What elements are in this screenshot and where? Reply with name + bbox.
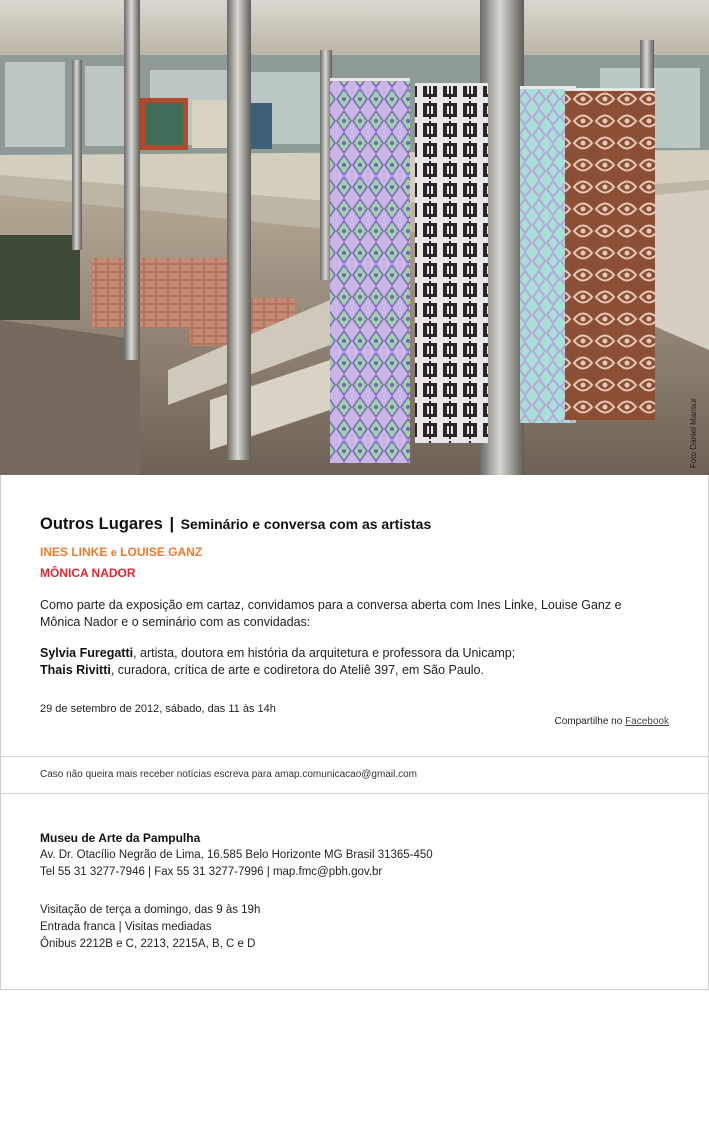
- artist-name-louise: LOUISE GANZ: [120, 545, 203, 559]
- artist-name-ines: INES LINKE: [40, 545, 108, 559]
- guest-2-description: , curadora, crítica de arte e codiretora do Ateliê 397, em São Paulo.: [110, 663, 484, 677]
- event-intro: Como parte da exposição em cartaz, convidamos para a conversa aberta com Ines Linke, Louise Ganz e Mônica Nador e o seminário com as convidadas:: [40, 598, 622, 629]
- share-row: [554, 716, 669, 727]
- event-date: 29 de setembro de 2012, sábado, das 11 às 14h: [40, 703, 276, 715]
- guests-paragraph: [40, 645, 680, 679]
- museum-name: Museu de Arte da Pampulha: [40, 831, 201, 845]
- photo-credit: Foto Daniel Mansur: [689, 398, 698, 468]
- artists-conjunction: e: [110, 547, 117, 559]
- facebook-share-link[interactable]: Facebook: [625, 716, 669, 727]
- bus-info: Ônibus 2212B e C, 2213, 2215A, B, C e D: [40, 938, 256, 950]
- share-label: Compartilhe no: [554, 716, 623, 727]
- exhibition-photo-illustration: [0, 0, 709, 475]
- museum-address: Av. Dr. Otacílio Negrão de Lima, 16.585 Belo Horizonte MG Brasil 31365-450: [40, 849, 433, 861]
- event-title: Outros Lugares: [40, 515, 163, 533]
- unsubscribe-section: [0, 756, 709, 794]
- museum-footer: [0, 794, 709, 989]
- event-subtitle: Seminário e conversa com as artistas: [180, 516, 432, 532]
- artist-name-monica: MÔNICA NADOR: [40, 566, 136, 580]
- hero-photo: [0, 0, 709, 475]
- artists-line-1: [40, 545, 202, 559]
- event-section: [0, 475, 709, 756]
- guest-2-name: Thais Rivitti: [40, 663, 111, 677]
- entry-info: Entrada franca | Visitas mediadas: [40, 921, 212, 933]
- museum-contact: Tel 55 31 3277-7946 | Fax 55 31 3277-7996 | map.fmc@pbh.gov.br: [40, 866, 383, 878]
- event-title-row: [40, 515, 431, 534]
- title-separator: |: [169, 515, 175, 533]
- guest-1-description: , artista, doutora em história da arquitetura e professora da Unicamp;: [133, 646, 516, 660]
- visiting-hours: Visitação de terça a domingo, das 9 às 19h: [40, 904, 261, 916]
- guest-1-name: Sylvia Furegatti: [40, 646, 134, 660]
- unsubscribe-notice: Caso não queira mais receber notícias escreva para amap.comunicacao@gmail.com: [40, 769, 417, 780]
